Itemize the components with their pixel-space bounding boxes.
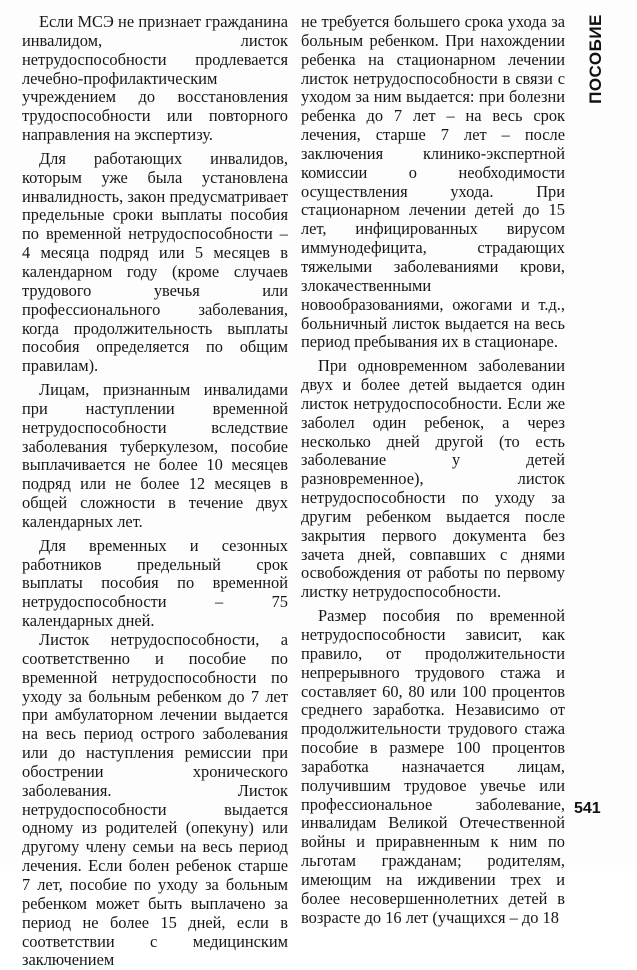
paragraph: Для работающих инвалидов, которым уже была установлена инвалидность, закон предусматривает предельные сроки выплаты пособия по временной нетрудоспособности – 4 месяца подряд или 5 месяцев в календарном году (кроме случаев трудового увечья или профессионального заболевания, когда продолжительность выплаты пособия определяется по общим правилам). — [22, 148, 288, 376]
paragraph: Размер пособия по временной нетрудоспособности зависит, как правило, от продолжительности непрерывного трудового стажа и составляет 60, 80 или 100 процентов среднего заработка. Независимо от продолжительности трудового стажа пособие в размере 100 процентов заработка назначается лицам, получившим трудовое увечье или профессиональное заболевание, инвалидам Великой Отечественной войны и приравненным к ним по льготам гражданам; родителям, имеющим на иждивении трех и более несовершеннолетних детей в возрасте до 16 лет (учащихся – до 18 — [301, 606, 565, 927]
section-label — [579, 12, 613, 106]
paragraph: Лицам, признанным инвалидами при наступлении временной нетрудоспособности вследствие заболевания туберкулезом, пособие выплачивается не более 10 месяцев подряд или не более 12 месяцев в общей сложности в течение двух календарных лет. — [22, 380, 288, 531]
paragraph: При одновременном заболевании двух и более детей выдается один листок нетрудоспособности. Если же заболел один ребенок, а через несколько дней другой (то есть заболевание у детей разновременное), листок нетрудоспособности по уходу за другим ребенком выдается после закрытия первого документа без зачета дней, совпавших с днями освобождения от работы по первому листку нетрудоспособности. — [301, 356, 565, 602]
paragraph: Если МСЭ не признает гражданина инвалидом, листок нетрудоспособности продлевается лечебно-профилактическим учреждением до восстановления трудоспособности или повторного направления на экспертизу. — [22, 12, 288, 145]
text-column-right — [301, 13, 565, 928]
text-column-left — [22, 13, 288, 970]
section-label-text: ПОСОБИЕ — [586, 14, 606, 104]
paragraph: не требуется большего срока ухода за больным ребенком. При нахождении ребенка на стационарном лечении листок нетрудоспособности в связи с уходом за ним выдается: при болезни ребенка до 7 лет – на весь срок лечения, старше 7 лет – после заключения клинико-экспертной комиссии о необходимости осуществления ухода. При стационарном лечении детей до 15 лет, инфицированных вирусом иммунодефицита, страдающих тяжелыми заболеваниями крови, злокачественными новообразованиями, ожогами и т.д., больничный листок выдается на весь период пребывания их в стационаре. — [301, 12, 565, 352]
page-number: 541 — [574, 800, 601, 817]
paragraph: Листок нетрудоспособности, а соответственно и пособие по временной нетрудоспособности по уходу за больным ребенком до 7 лет при амбулаторном лечении выдается на весь период острого заболевания или до наступления ремиссии при обострении хронического заболевания. Листок нетрудоспособности выдается одному из родителей (опекуну) или другому члену семьи на весь период лечения. Если болен ребенок старше 7 лет, пособие по уходу за больным ребенком может быть выплачено за период не более 15 дней, если в соответствии с медицинским заключением — [22, 630, 288, 970]
paragraph: Для временных и сезонных работников предельный срок выплаты пособия по временной нетрудоспособности – 75 календарных дней. — [22, 535, 288, 631]
